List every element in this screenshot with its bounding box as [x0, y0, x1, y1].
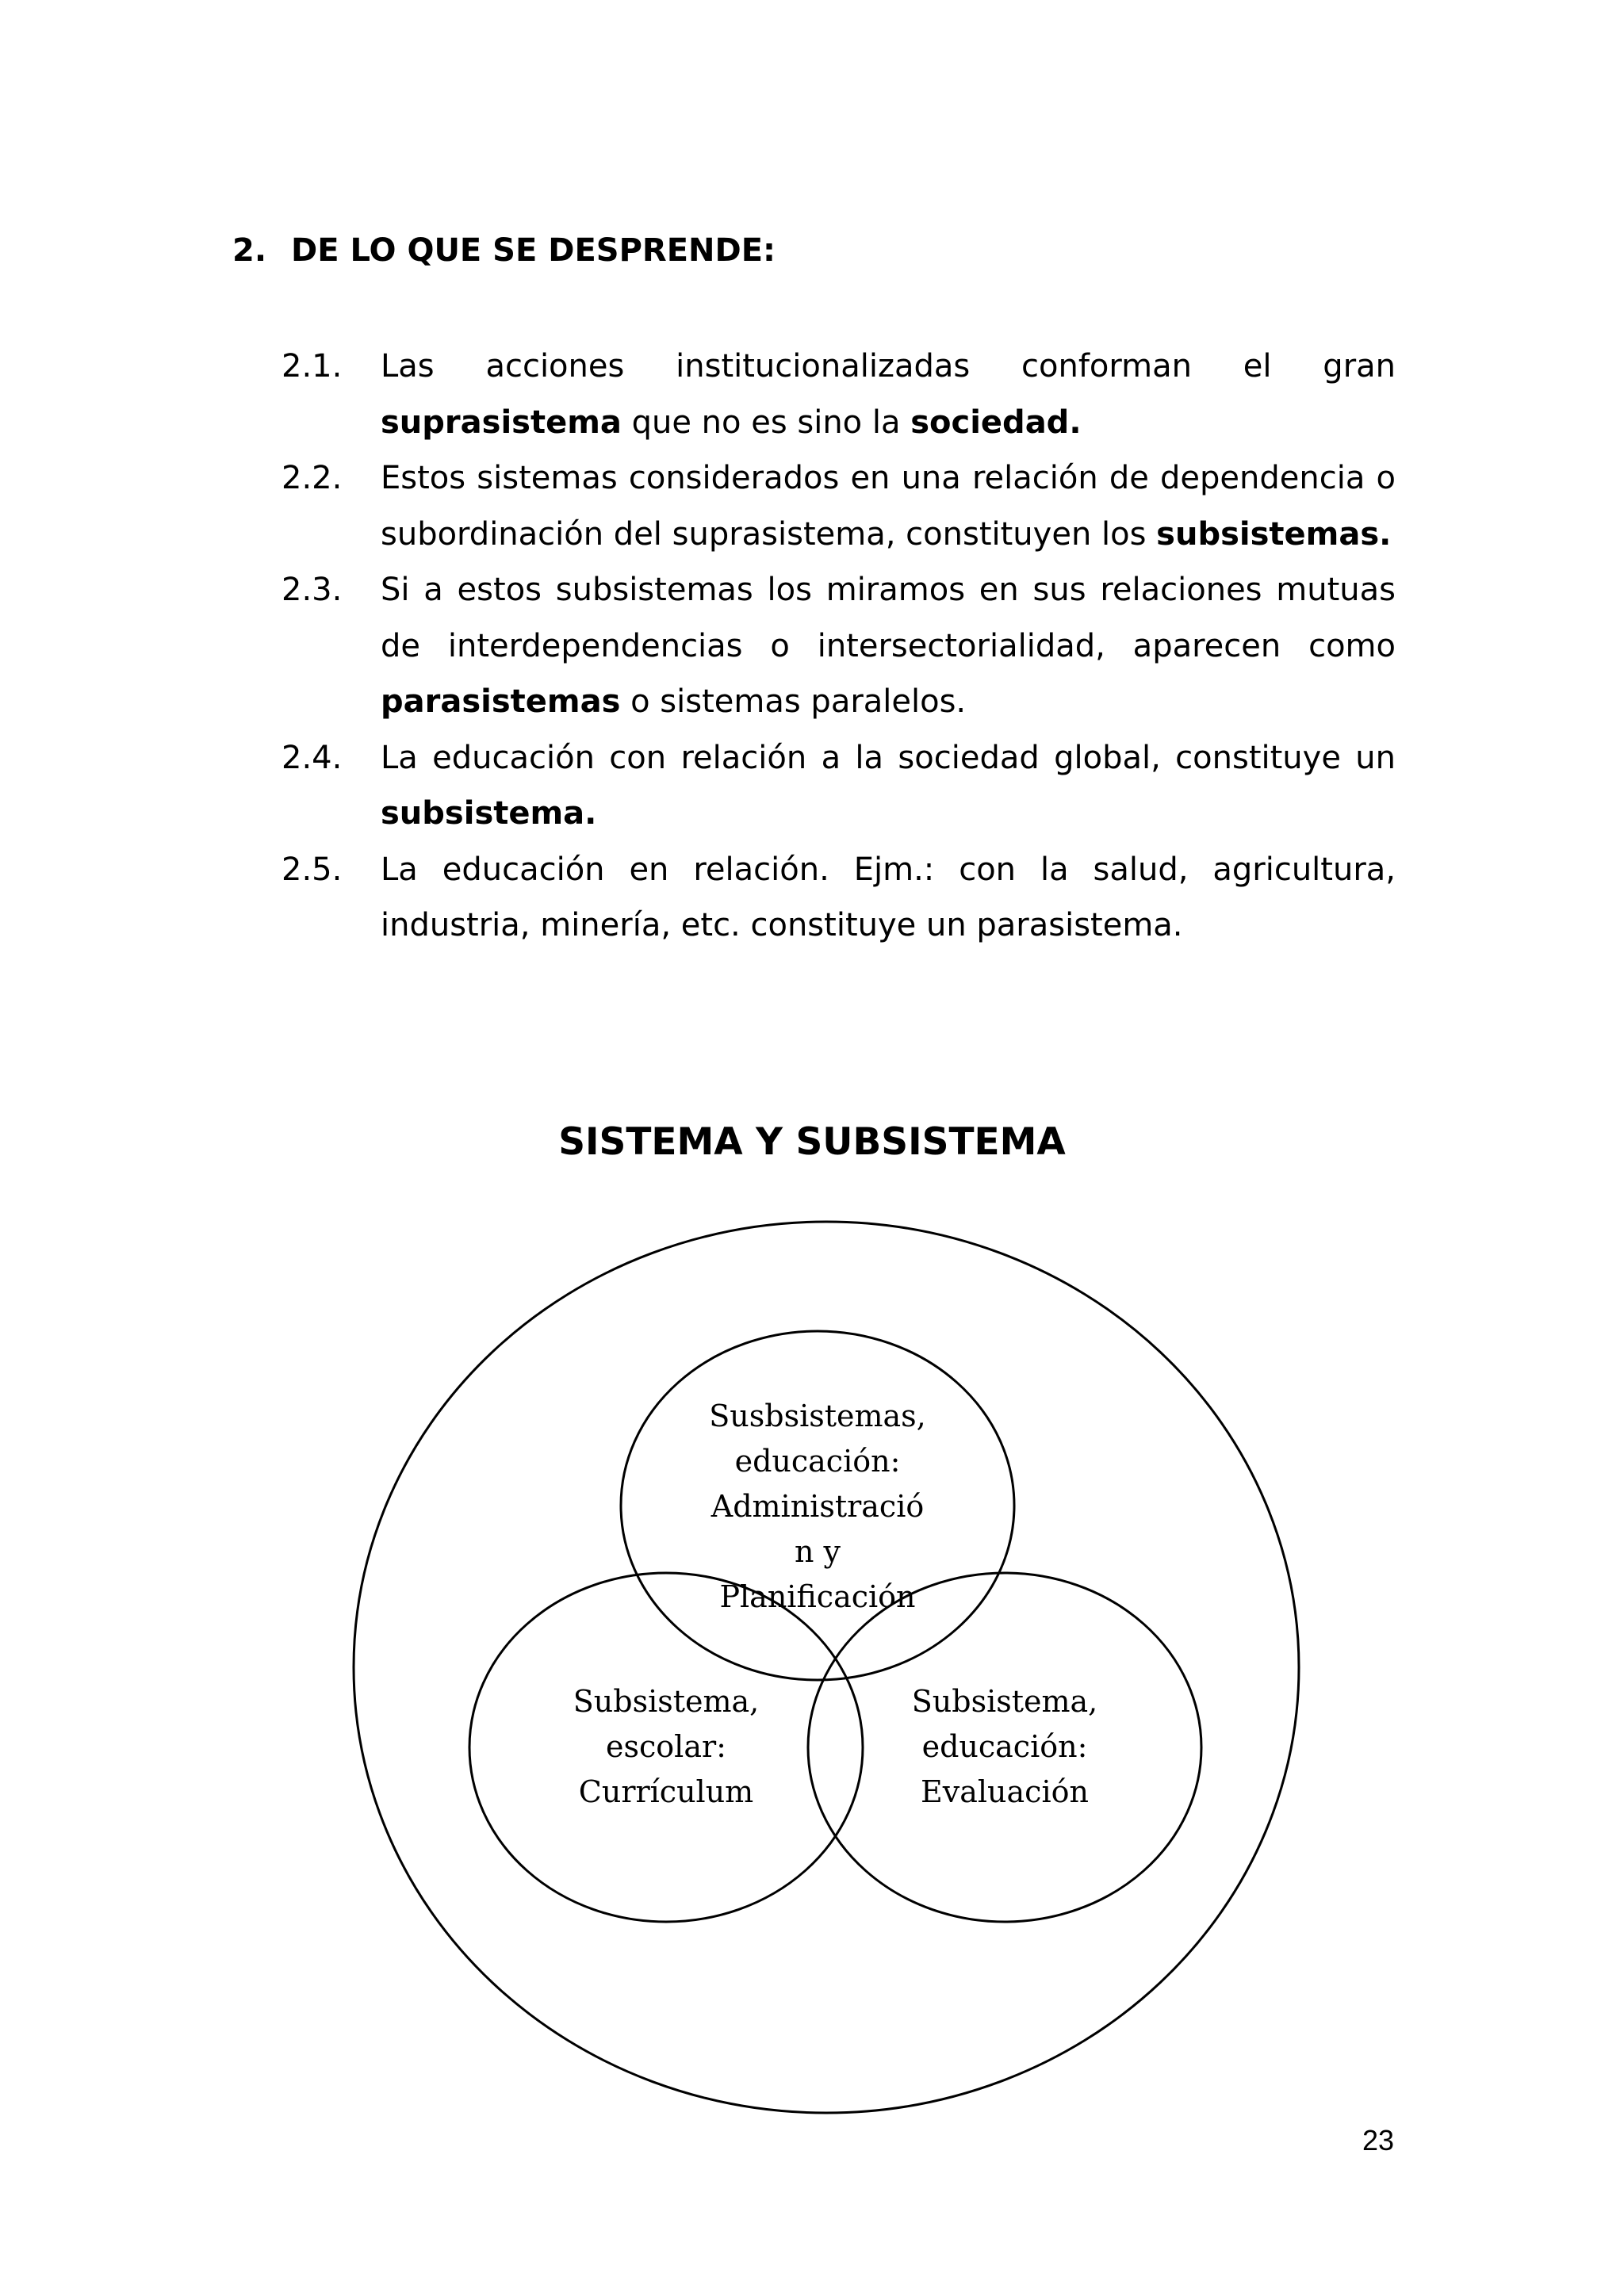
left-circle-label — [523, 1679, 809, 1815]
label-line: Planificación — [719, 1579, 916, 1614]
text-run: Las acciones institucionalizadas conforman el gran — [381, 348, 1396, 385]
item-number: 2.2. — [282, 460, 343, 496]
top-circle-label — [667, 1394, 968, 1620]
text-run: Si a estos subsistemas los miramos en sus relaciones mutuas de interdependencias o intersectorialidad, aparecen como — [381, 572, 1396, 664]
text-run: Estos sistemas considerados en una relación de dependencia o subordinación del suprasistema, constituyen los — [381, 460, 1396, 553]
bold-term: parasistemas — [381, 683, 621, 720]
page-number: 23 — [1362, 2124, 1394, 2156]
label-line: Subsistema, — [573, 1684, 760, 1719]
label-line: educación: — [921, 1729, 1088, 1764]
text-run: La educación con relación a la sociedad global, constituye un — [381, 739, 1396, 776]
bold-term: subsistema. — [381, 795, 597, 832]
section-number: 2. — [232, 232, 267, 269]
item-number: 2.5. — [282, 851, 343, 888]
label-line: Subsistema, — [911, 1684, 1098, 1719]
diagram-title: SISTEMA Y SUBSISTEMA — [558, 1120, 1066, 1164]
item-number: 2.1. — [282, 348, 343, 385]
right-circle-label — [862, 1679, 1147, 1815]
label-line: Administració — [710, 1489, 925, 1524]
label-line: Currículum — [578, 1774, 754, 1809]
text-run: o sistemas paralelos. — [620, 683, 967, 720]
label-line: educación: — [734, 1444, 901, 1479]
outer-system-circle — [354, 1222, 1299, 2113]
bold-term: subsistemas. — [1156, 515, 1392, 553]
text-run: que no es sino la — [621, 404, 911, 441]
label-line: Evaluación — [921, 1774, 1089, 1809]
item-number: 2.4. — [282, 739, 343, 776]
item-number: 2.3. — [282, 572, 343, 608]
label-line: Susbsistemas, — [709, 1399, 926, 1433]
bold-term: sociedad. — [910, 404, 1082, 441]
section-heading-text: DE LO QUE SE DESPRENDE: — [291, 232, 776, 269]
label-line: escolar: — [606, 1729, 726, 1764]
text-run: La educación en relación. Ejm.: con la salud, agricultura, industria, minería, etc. constituye un parasistema. — [381, 851, 1396, 943]
label-line: n y — [794, 1534, 841, 1569]
bold-term: suprasistema — [381, 404, 622, 441]
